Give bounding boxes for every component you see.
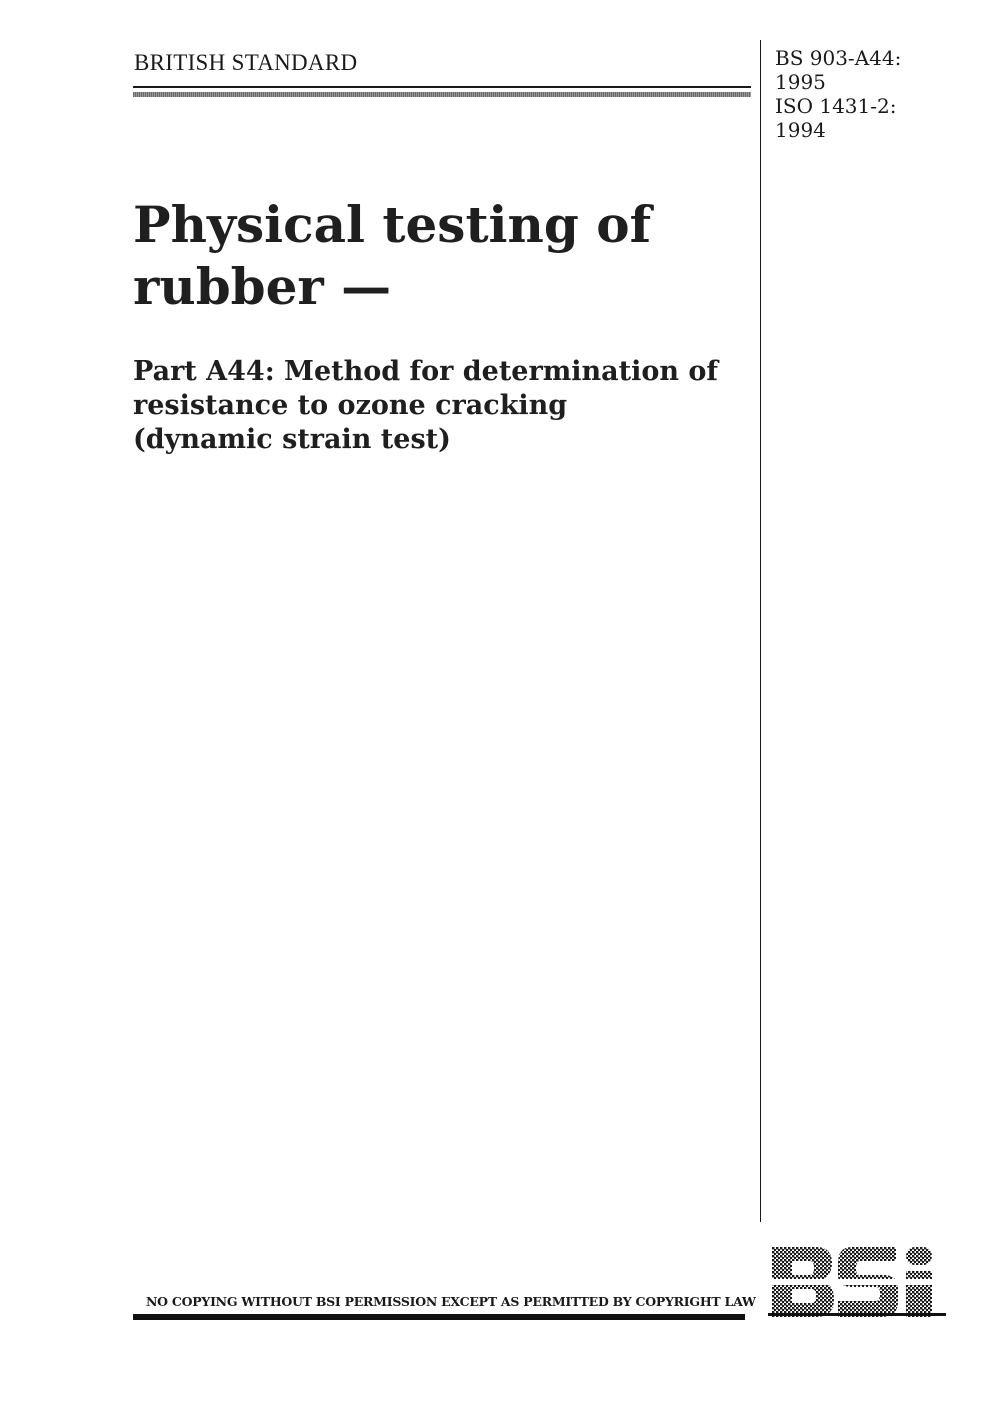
title-line-2: rubber —: [133, 257, 392, 316]
iso-number: ISO 1431-2:: [775, 94, 897, 118]
iso-year: 1994: [775, 118, 826, 142]
document-title: [133, 194, 743, 318]
header-rule-grey: [133, 92, 751, 97]
subtitle-line-3: (dynamic strain test): [133, 424, 451, 455]
bsi-logo-icon: [768, 1243, 946, 1321]
header-label: BRITISH STANDARD: [134, 50, 358, 75]
title-line-1: Physical testing of: [133, 195, 652, 254]
bs-year: 1995: [775, 70, 826, 94]
copyright-notice: NO COPYING WITHOUT BSI PERMISSION EXCEPT AS PERMITTED BY COPYRIGHT LAW: [146, 1294, 756, 1309]
standard-numbers: [775, 46, 901, 142]
subtitle-line-1: Part A44: Method for determination of: [133, 356, 719, 387]
footer-rule: [133, 1314, 745, 1320]
header-rule-thin: [133, 86, 751, 88]
subtitle-line-2: resistance to ozone cracking: [133, 390, 568, 421]
bs-number: BS 903-A44:: [775, 46, 902, 70]
document-subtitle: [133, 355, 745, 457]
column-divider: [760, 40, 761, 1222]
